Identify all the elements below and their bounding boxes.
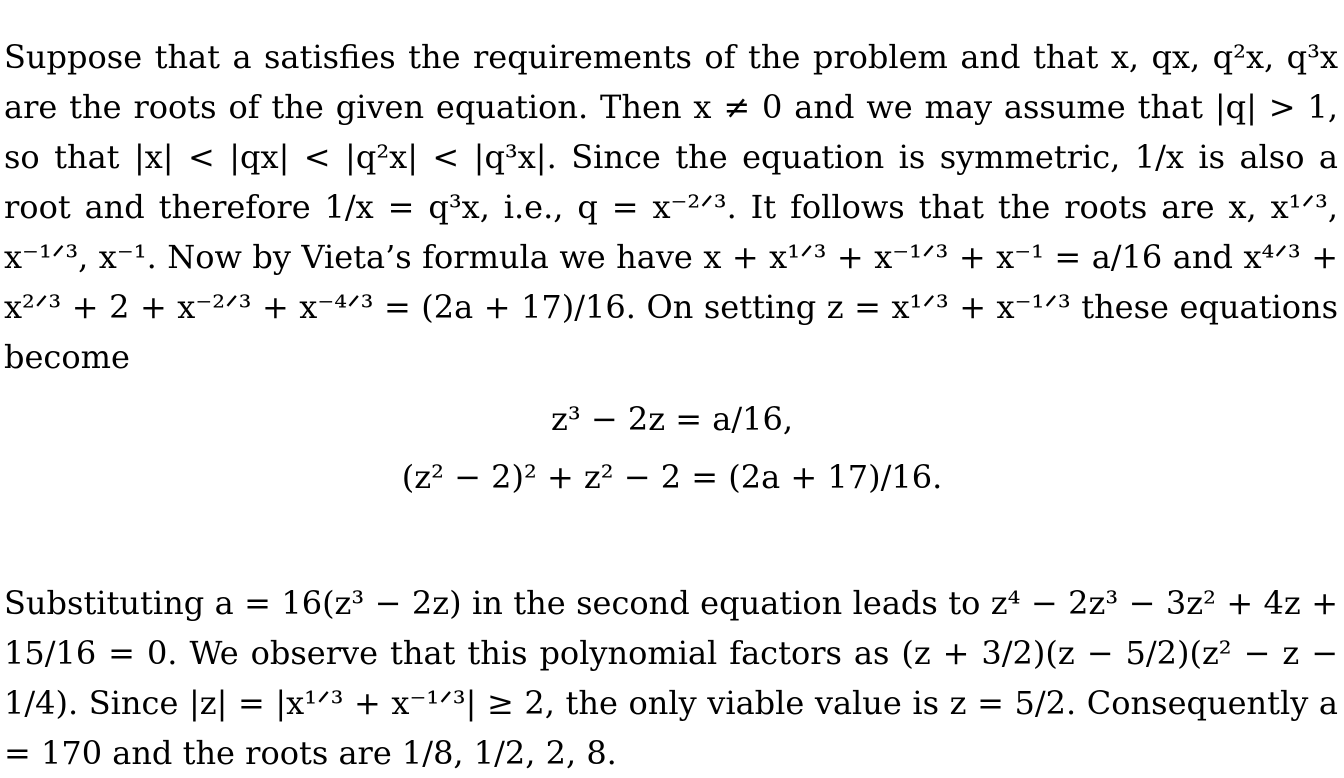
- display-equation-2: (z² − 2)² + z² − 2 = (2a + 17)/16.: [401, 458, 943, 496]
- display-equation-1: z³ − 2z = a/16,: [551, 400, 793, 438]
- solution-paragraph-1: Suppose that a satisfies the requirements of the problem and that x, qx, q²x, q³x are the roots of the given equation. Then x ≠ 0 and we may assume that |q| > 1, so that |x| < |qx| < |q²x| < |q³x|. Since the equation is symmetric, 1/x is also a root and therefore 1/x = q³x, i.e., q = x⁻²ᐟ³. It follows that the roots are x, x¹ᐟ³, x⁻¹ᐟ³, x⁻¹. Now by Vieta’s formula we have x + x¹ᐟ³ + x⁻¹ᐟ³ + x⁻¹ = a/16 and x⁴ᐟ³ + x²ᐟ³ + 2 + x⁻²ᐟ³ + x⁻⁴ᐟ³ = (2a + 17)/16. On setting z = x¹ᐟ³ + x⁻¹ᐟ³ these equations become: [4, 38, 1338, 376]
- solution-paragraph-2: Substituting a = 16(z³ − 2z) in the second equation leads to z⁴ − 2z³ − 3z² + 4z + 15/16 = 0. We observe that this polynomial factors as (z + 3/2)(z − 5/2)(z² − z − 1/4). Since |z| = |x¹ᐟ³ + x⁻¹ᐟ³| ≥ 2, the only viable value is z = 5/2. Consequently a = 170 and the roots are 1/8, 1/2, 2, 8.: [4, 584, 1338, 772]
